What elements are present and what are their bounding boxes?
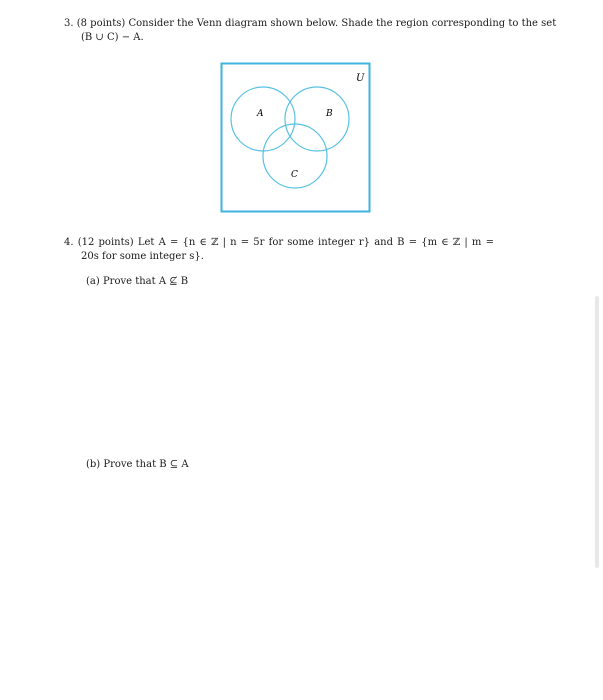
problem-4-statement: 4. (12 points) Let A = {n ∈ ℤ | n = 5r for some integer r} and B = {m ∈ ℤ | m = — [64, 237, 494, 248]
problem-4-part-a: (a) Prove that A ⊈ B — [86, 276, 189, 287]
problem-4-part-b: (b) Prove that B ⊆ A — [86, 459, 189, 470]
label-b: B — [326, 109, 333, 119]
problem-3-set-expression: (B ∪ C) − A. — [81, 32, 144, 43]
venn-diagram — [220, 62, 372, 214]
label-universe: U — [356, 73, 365, 84]
label-a: A — [257, 109, 264, 119]
problem-4-statement-cont: 20s for some integer s}. — [81, 251, 204, 262]
universe-box — [222, 64, 370, 212]
problem-3-statement: 3. (8 points) Consider the Venn diagram shown below. Shade the region corresponding to the set — [64, 18, 557, 29]
label-c: C — [291, 170, 298, 180]
scrollbar[interactable] — [595, 296, 599, 568]
